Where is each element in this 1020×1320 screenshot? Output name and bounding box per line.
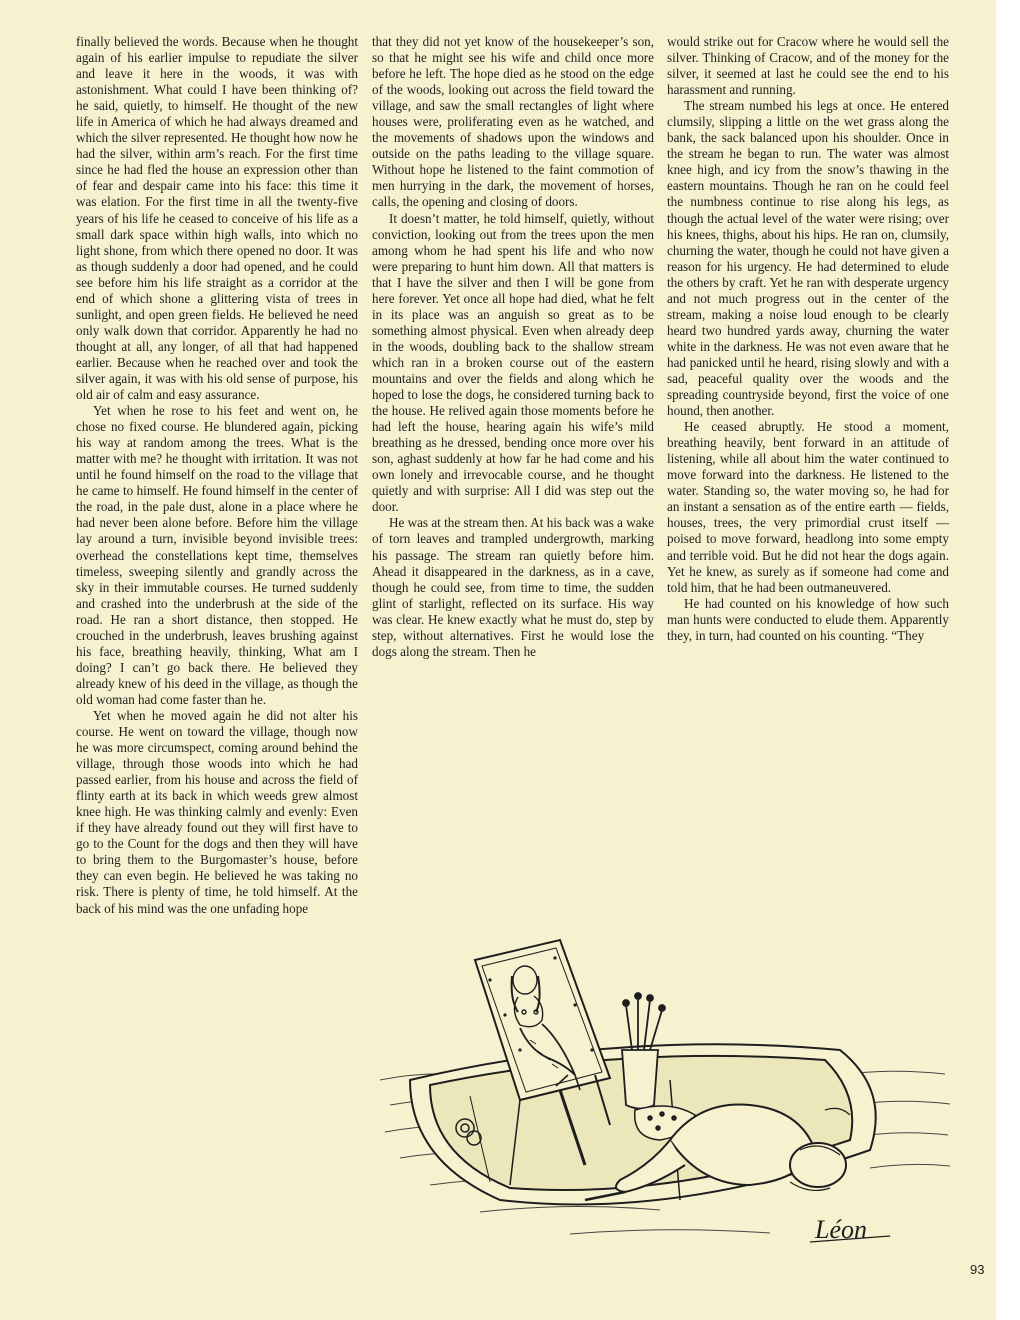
artist-signature: Léon xyxy=(815,1215,867,1244)
cartoon-illustration xyxy=(370,900,960,1260)
paragraph: would strike out for Cracow where he would sell the silver. Thinking of Cracow, and of the money for the silver, it seemed at last he could see the end to his harassment and running. xyxy=(667,34,949,98)
paragraph: He ceased abruptly. He stood a moment, breathing heavily, bent forward in an attitude of listening, while all about him the water continued to move forward into the darkness. He listened to the water. Standing so, the water moving so, he had for an instant a sensation as of the entire earth — fields, houses, trees, the very primordial crust itself — poised to move forward, headlong into some empty and terrible void. But he did not hear the dogs again. Yet he knew, as surely as if someone had come and told him, that he had been outmaneuvered. xyxy=(667,419,949,595)
page-number: 93 xyxy=(970,1262,985,1277)
paragraph: He had counted on his knowledge of how such man hunts were conducted to elude them. Apparently they, in turn, had counted on his counting. “They xyxy=(667,595,949,643)
paragraph: The stream numbed his legs at once. He entered clumsily, slipping a little on the wet grass along the bank, the sack balanced upon his shoulder. Once in the stream he began to run. The water was almost knee high, and icy from the snow’s thawing in the eastern mountains. Though he ran on he could feel the numbness continue to rise along his legs, as though the actual level of the water were rising; over his knees, thighs, about his hips. He ran on, clumsily, churning the water, though he could not have given a reason for his urgency. He had determined to elude the others by craft. Yet he ran with desperate urgency and not much progress out in the center of the stream, making a noise loud enough to be clearly heard two hundred yards away, churning the water white in the darkness. He was not even aware that he had panicked until he heard, rising slowly and with a sad, peaceful quality over the woods and the spreading countryside beyond, first the voice of one hound, then another. xyxy=(667,98,949,419)
text-column-3 xyxy=(667,34,949,644)
paragraph: that they did not yet know of the housekeeper’s son, so that he might see his wife and child once more before he left. The hope died as he stood on the edge of the woods, looking out across the field toward the village, and saw the small rectangles of light where houses were, proliferating even as he watched, and the movements of shadows upon the windows and outside on the paths leading to the village square. Without hope he listened to the faint commotion of men hurrying in the dark, the movement of horses, calls, the opening and closing of doors. xyxy=(372,34,654,210)
text-column-2 xyxy=(372,34,654,660)
paragraph: It doesn’t matter, he told himself, quietly, without conviction, looking out from the trees upon the men among whom he had spent his life and who now were preparing to hunt him down. All that matters is that I have the silver and then I will be gone from here forever. Yet once all hope had died, what he felt in its place was an anguish so great as to be something almost physical. Even when already deep in the woods, doubling back to the shallow stream which ran in a broken course out of the eastern mountains and over the fields and along which he hoped to lose the dogs, he considered turning back to the house. He relived again those moments before he had left the house, hearing again his wife’s mild breathing as he dressed, bending once more over his son, aghast suddenly at how far he had come and his own lonely and irrevocable course, and he thought quietly and with surprise: All I did was step out the door. xyxy=(372,210,654,515)
paragraph: Yet when he rose to his feet and went on, he chose no fixed course. He blundered again, picking his way at random among the trees. What is the matter with me? he thought with irritation. It was not until he found himself on the road to the village that he came to himself. He found himself in the center of the road, in the pale dust, alone in a place where he had never been alone before. Before him the village lay around a turn, invisible beyond invisible trees: overhead the constellations kept time, themselves timeless, sweeping silently and grandly across the sky in their immutable courses. He turned suddenly and crashed into the underbrush at the side of the road. He ran a short distance, then stopped. He crouched in the underbrush, leaves brushing against his face, breathing heavily, thinking, What am I doing? I can’t go back there. He believed they already knew of his deed in the village, as though the old woman had come faster than he. xyxy=(76,403,358,707)
paragraph: He was at the stream then. At his back was a wake of torn leaves and trampled undergrowth, marking his passage. The stream ran quietly before him. Ahead it disappeared in the darkness, as in a cave, though he could see, from time to time, the sudden glint of starlight, reflected on its surface. His way was clear. He knew exactly what he must do, step by step, without alternatives. First he would lose the dogs along the stream. Then he xyxy=(372,515,654,659)
paragraph: finally believed the words. Because when he thought again of his earlier impulse to repudiate the silver and leave it here in the woods, it was with astonishment. What could I have been thinking of? he said, quietly, to himself. He thought of the new life in America of which he had always dreamed and which the silver represented. He thought how now he had the silver, within arm’s reach. For the first time since he had fled the house an expression other than of fear and despair came into his face: this time it was elation. For the first time in all the twenty-five years of his life he ceased to conceive of his life as a small dark space within high walls, into which no light shone, from which there opened no door. It was as though suddenly a door had opened, and he could see before him his life straight as a corridor at the end of which shone a glittering vista of trees in sunlight, and open green fields. He believed he need only walk down that corridor. Apparently he had no thought at all, any longer, of all that had happened earlier. Because when he reached over and took the silver again, it was with his old sense of purpose, his old air of calm and easy assurance. xyxy=(76,34,358,403)
paragraph: Yet when he moved again he did not alter his course. He went on toward the village, though now he was more circumspect, coming around behind the village, through those woods into which he had passed earlier, from his house and across the field of flinty earth at its back in which weeds grew almost knee high. He was thinking calmly and evenly: Even if they have already found out they will first have to go to the Count for the dogs and then they will have to bring them to the Burgomaster’s house, before they can even begin. He believed he was taking no risk. There is plenty of time, he told himself. At the back of his mind was the one unfading hope xyxy=(76,707,358,916)
text-column-1 xyxy=(76,34,358,917)
